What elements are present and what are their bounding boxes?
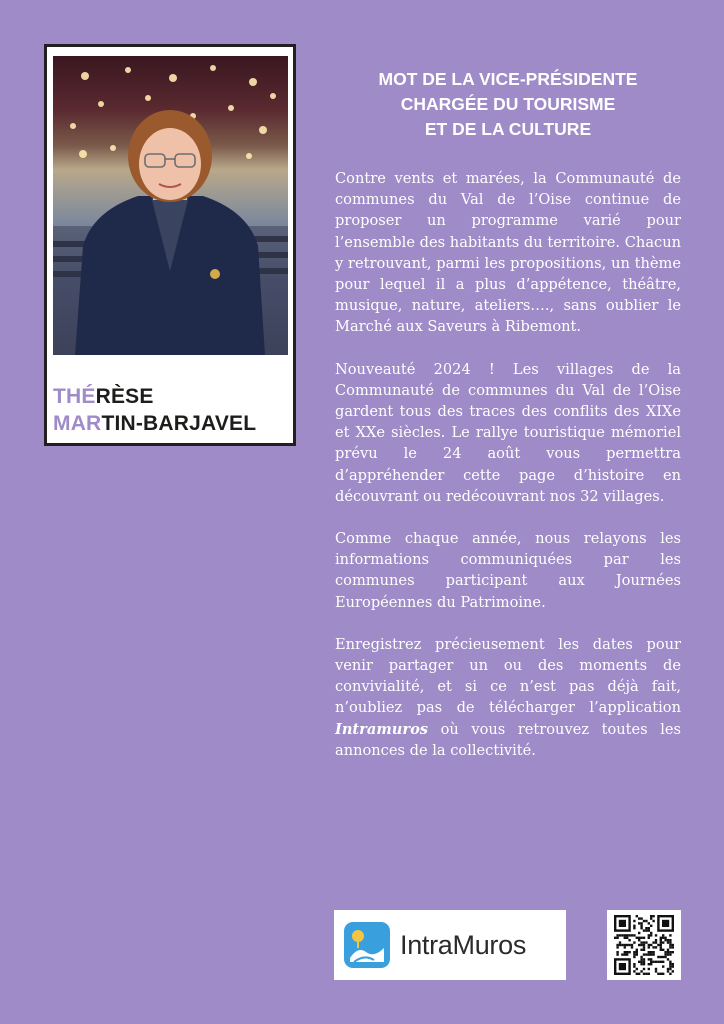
message-body <box>335 168 681 782</box>
last-name: MARTIN-BARJAVEL <box>53 412 257 435</box>
portrait-photo <box>53 56 288 355</box>
title-line-1: MOT DE LA VICE-PRÉSIDENTE <box>378 69 638 89</box>
person-name <box>53 383 256 437</box>
page-title <box>330 67 686 142</box>
intramuros-logo[interactable] <box>334 910 566 980</box>
qr-code[interactable] <box>607 910 681 980</box>
title-line-2: CHARGÉE DU TOURISME <box>400 94 616 114</box>
app-name: Intramuros <box>335 720 429 738</box>
intramuros-logo-text: IntraMuros <box>400 929 527 960</box>
first-name: THÉRÈSE <box>53 385 154 408</box>
paragraph-3: Comme chaque année, nous relayons les informations communiquées par les communes participant aux Journées Européennes du Patrimoine. <box>335 530 681 611</box>
paragraph-2: Nouveauté 2024 ! Les villages de la Communauté de communes du Val de l’Oise gardent tous des traces des conflits des XIXe et XXe siècles. Le rallye touristique mémoriel prévu le 24 août vous permettra d’appréhender cette page d’histoire en découvrant ou redécouvrant nos 32 villages. <box>335 360 681 505</box>
portrait-card <box>44 44 296 446</box>
intramuros-app-icon <box>344 922 390 968</box>
title-line-3: ET DE LA CULTURE <box>424 119 592 139</box>
paragraph-1: Contre vents et marées, la Communauté de communes du Val de l’Oise continue de proposer un programme varié pour l’ensemble des habitants du territoire. Chacun y retrouvant, parmi les propositions, un thème pour lequel il a plus d’appétence, théâtre, musique, nature, ateliers…., sans oublier le Marché aux Saveurs à Ribemont. <box>335 170 681 336</box>
qr-code-icon <box>614 915 674 975</box>
paragraph-4: Enregistrez précieusement les dates pour venir partager un ou des moments de convivialité, et si ce n’est pas déjà fait, n’oubliez pas de télécharger l’application Intramuros où vous retrouvez toutes les annonces de la collectivité. <box>335 635 681 759</box>
